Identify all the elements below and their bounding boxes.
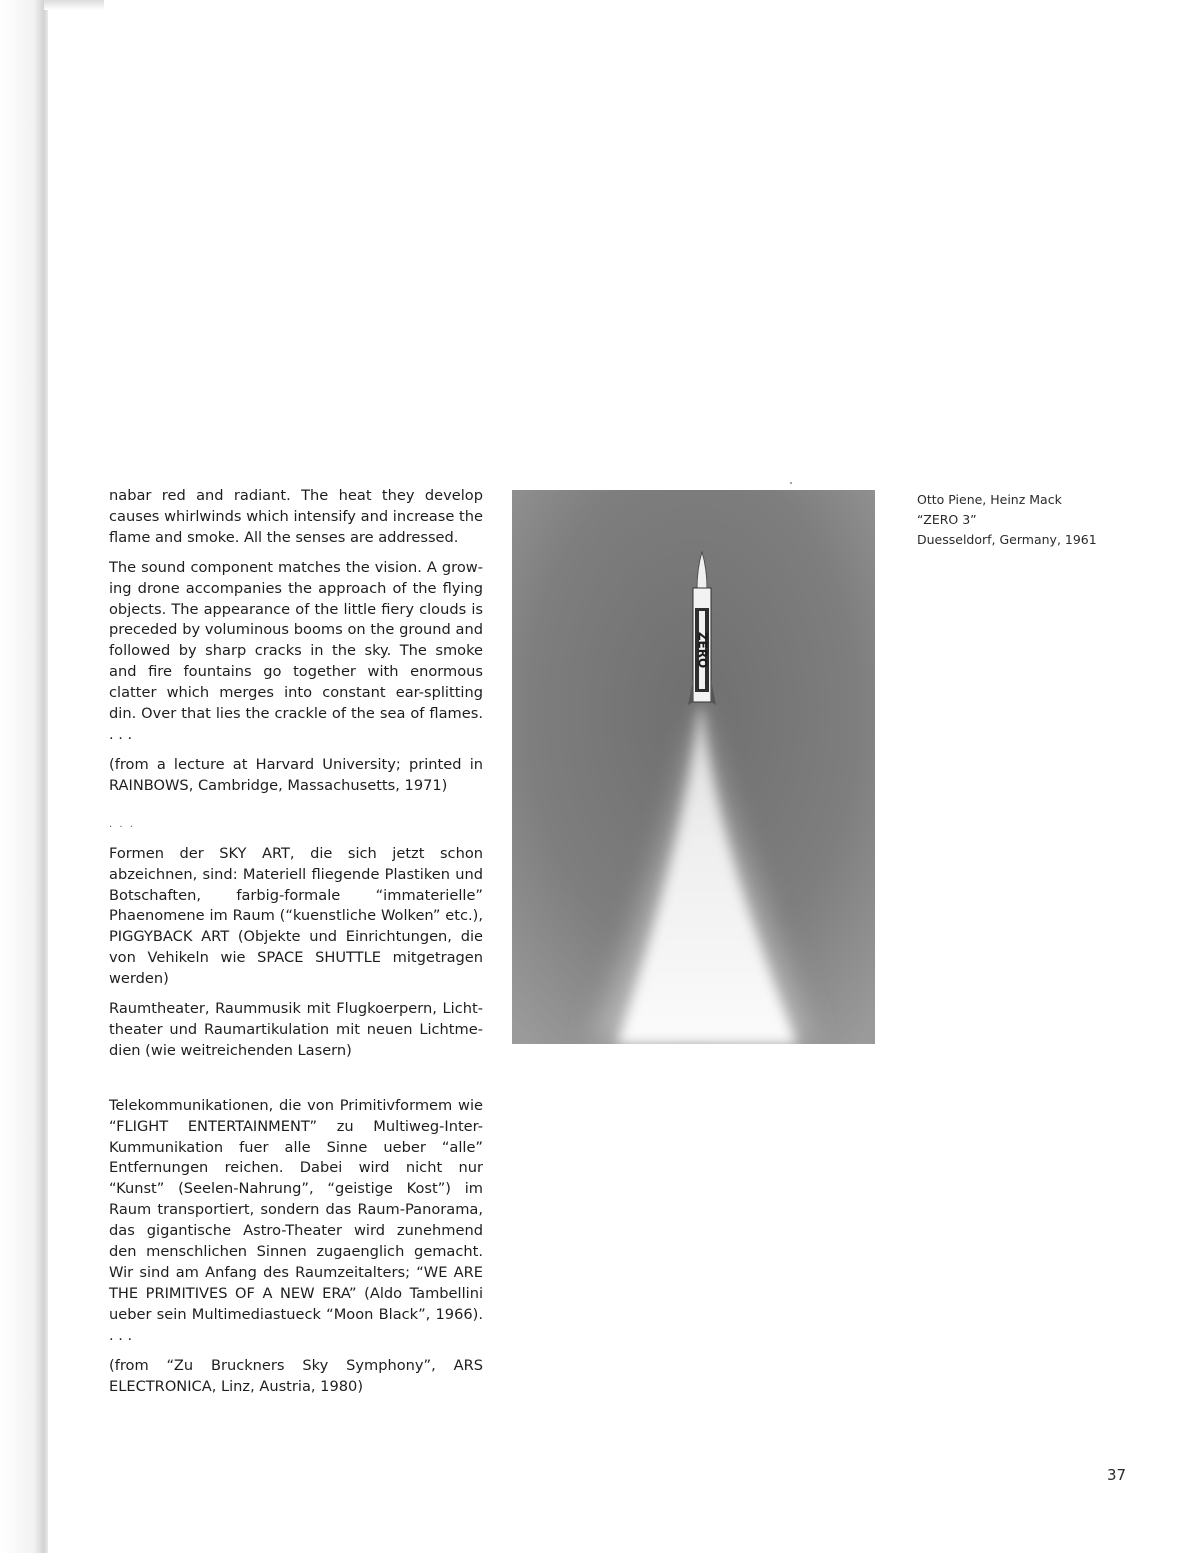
citation-ars-electronica: (from “Zu Bruckners Sky Symphony”, ARS ELECTRONICA, Linz, Austria, 1980) (109, 1356, 483, 1395)
caption-artists: Otto Piene, Heinz Mack (917, 492, 1062, 507)
page-gutter-shadow (0, 0, 48, 1553)
page-number: 37 (1107, 1466, 1127, 1484)
paragraph-telekommunikation: Telekommunikationen, die von Primitivformem wie “FLIGHT ENTERTAINMENT” zu Multiweg-Inter-Kummunikation fuer alle Sinne ueber “alle” Entfernungen reichen. Dabei wird nicht nur “Kunst” (Seelen-Nahrung”, “geistige Kost”) im Raum transportiert, sondern das Raum-Panorama, das gigantische Astro-Theater wird zunehmend den menschlichen Sinnen zugaenglich gemacht. Wir sind am Anfang des Raumzeitalters; “WE ARE THE PRIMITIVES OF A NEW ERA” (Aldo Tambellini ueber sein Multimediastueck “Moon Black”, 1966). . . . (109, 1096, 483, 1344)
caption-place-date: Duesseldorf, Germany, 1961 (917, 532, 1097, 547)
print-speck (790, 482, 792, 484)
paragraph-sky-art-forms: Formen der SKY ART, die sich jetzt schon abzeichnen, sind: Materiell fliegende Plastiken und Botschaften, farbig-formale “immaterielle” Phaenomene im Raum (“kuenstliche Wolken” etc.), PIGGYBACK ART (Objekte und Einrichtungen, die von Vehikeln wie SPACE SHUTTLE mitgetragen werden) (109, 844, 483, 988)
page-corner-shadow (44, 0, 104, 10)
paragraph-heat: nabar red and radiant. The heat they develop causes whirlwinds which intensify and increase the flame and smoke. All the senses are addressed. (109, 487, 483, 546)
rocket-photograph (512, 490, 875, 1044)
paragraph-raumtheater: Raumtheater, Raummusik mit Flugkoerpern, Lichttheater und Raumartikulation mit neuen Lichtmedien (wie weitreichenden Lasern) (109, 1000, 483, 1059)
caption-title: “ZERO 3” (917, 512, 977, 527)
body-text-column (109, 486, 483, 1406)
ellipsis-marker: . . . (109, 818, 135, 830)
rocket-label: ZERO (695, 631, 710, 669)
paragraph-sound: The sound component matches the vision. A growing drone accompanies the approach of the flying objects. The appearance of the little fiery clouds is preceded by voluminous booms on the ground and followed by sharp cracks in the sky. The smoke and fire fountains go together with enormous clatter which merges into constant ear-splitting din. Over that lies the crackle of the sea of flames. . . . (109, 558, 483, 743)
citation-harvard-lecture: (from a lecture at Harvard University; printed in RAINBOWS, Cambridge, Massachusetts, 1971) (109, 755, 483, 794)
photo-caption (917, 490, 1137, 550)
